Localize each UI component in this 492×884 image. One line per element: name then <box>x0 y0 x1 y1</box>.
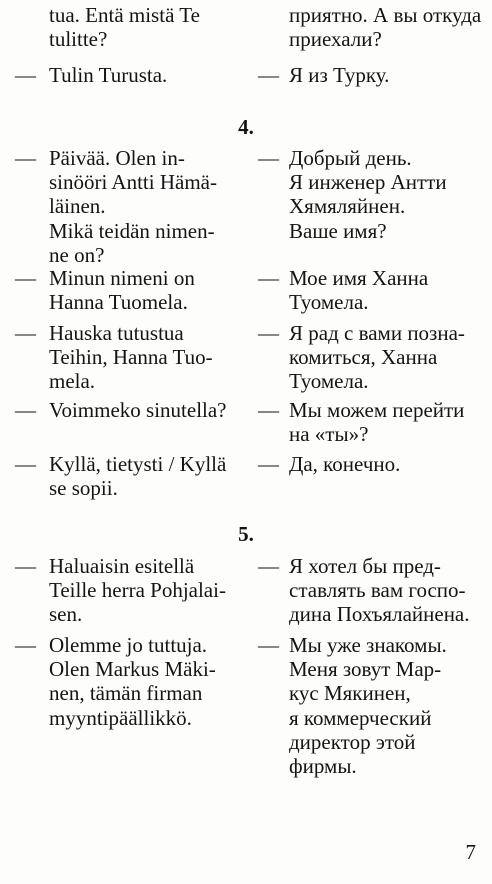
finnish-text: Voimmeko sinutella? <box>49 398 227 422</box>
dialogue-dash: — <box>15 146 36 170</box>
dialogue-dash: — <box>15 63 36 87</box>
page-number: 7 <box>465 839 476 864</box>
dialogue-dash: — <box>15 554 36 578</box>
dialogue-dash: — <box>15 266 36 290</box>
russian-text: приятно. А вы откуда приехали? <box>289 3 482 52</box>
finnish-text: tua. Entä mistä Te tulitte? <box>49 3 200 52</box>
section-heading: 4. <box>238 115 254 139</box>
dialogue-dash: — <box>258 146 279 170</box>
dialogue-dash: — <box>258 633 279 657</box>
finnish-text: Hauska tutustua Teihin, Hanna Tuo- mela. <box>49 321 213 394</box>
russian-text: Да, конечно. <box>289 452 401 476</box>
dialogue-dash: — <box>15 321 36 345</box>
finnish-text: Tulin Turusta. <box>49 63 168 87</box>
finnish-text: Minun nimeni on Hanna Tuomela. <box>49 266 195 315</box>
section-heading: 5. <box>238 522 254 546</box>
finnish-text: Olemme jo tuttuja. Olen Markus Mäki- nen, tämän firman myyntipäällikkö. <box>49 633 216 730</box>
russian-text: Мы можем перейти на «ты»? <box>289 398 465 447</box>
dialogue-dash: — <box>15 452 36 476</box>
dialogue-dash: — <box>258 63 279 87</box>
dialogue-dash: — <box>15 633 36 657</box>
dialogue-dash: — <box>258 398 279 422</box>
russian-text: Я хотел бы пред- ставлять вам госпо- дина Похъялайнена. <box>289 554 470 627</box>
russian-text: Мы уже знакомы. Меня зовут Мар- кус Мякинен, я коммерческий директор этой фирмы. <box>289 633 447 779</box>
dialogue-dash: — <box>258 266 279 290</box>
dialogue-dash: — <box>258 452 279 476</box>
russian-text: Я из Турку. <box>289 63 390 87</box>
dialogue-dash: — <box>15 398 36 422</box>
russian-text: Я рад с вами позна- комиться, Ханна Туомела. <box>289 321 465 394</box>
dialogue-dash: — <box>258 554 279 578</box>
russian-text: Добрый день. Я инженер Антти Хямяляйнен. Ваше имя? <box>289 146 447 243</box>
russian-text: Мое имя Ханна Туомела. <box>289 266 429 315</box>
finnish-text: Päivää. Olen in- sinööri Antti Hämä- läinen. Mikä teidän nimen- ne on? <box>49 146 217 267</box>
finnish-text: Haluaisin esitellä Teille herra Pohjalai- sen. <box>49 554 226 627</box>
finnish-text: Kyllä, tietysti / Kyllä se sopii. <box>49 452 227 501</box>
dialogue-dash: — <box>258 321 279 345</box>
